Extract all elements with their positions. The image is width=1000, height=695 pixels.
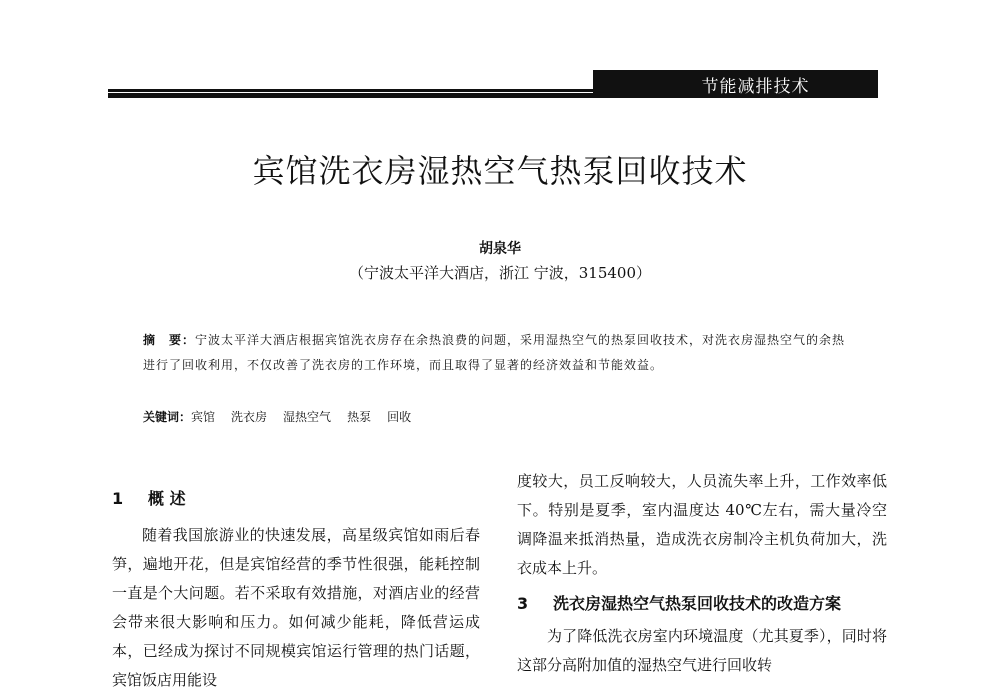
keyword: 洗衣房 xyxy=(231,410,268,424)
abstract-text: 宁波太平洋大酒店根据宾馆洗衣房存在余热浪费的问题，采用湿热空气的热泵回收技术，对洗衣房湿热空气的余热进行了回收利用，不仅改善了洗衣房的工作环境，而且取得了显著的经济效益和节能效益。 xyxy=(143,333,846,372)
section-1-heading xyxy=(112,484,480,513)
keywords-label: 关键词： xyxy=(143,410,192,424)
section-tag: 节能减排技术 xyxy=(593,70,878,98)
right-column xyxy=(517,467,887,680)
left-column xyxy=(112,484,480,695)
keyword: 回收 xyxy=(387,410,412,424)
section-3-number: 3 xyxy=(517,594,529,613)
header-rule-thick xyxy=(108,93,596,98)
article-title: 宾馆洗衣房湿热空气热泵回收技术 xyxy=(252,152,748,190)
keyword: 宾馆 xyxy=(191,410,216,424)
section-3-title: 洗衣房湿热空气热泵回收技术的改造方案 xyxy=(553,594,842,613)
section-3-heading xyxy=(517,588,887,620)
author-affiliation: （宁波太平洋大酒店，浙江 宁波，315400） xyxy=(348,264,652,282)
keyword: 热泵 xyxy=(347,410,372,424)
keywords xyxy=(143,407,855,427)
section-1-title: 概 述 xyxy=(148,489,186,508)
abstract xyxy=(143,328,855,378)
section-1-number: 1 xyxy=(112,489,124,508)
abstract-label: 摘 要： xyxy=(143,333,196,347)
right-column-paragraph: 度较大，员工反响较大，人员流失率上升，工作效率低下。特别是夏季，室内温度达 40℃左右，需大量冷空调降温来抵消热量，造成洗衣房制冷主机负荷加大，洗衣成本上升。 xyxy=(517,472,887,577)
section-3-paragraph: 为了降低洗衣房室内环境温度（尤其夏季），同时将这部分高附加值的湿热空气进行回收转 xyxy=(517,627,887,674)
author-name: 胡泉华 xyxy=(479,241,521,257)
section-1-paragraph: 随着我国旅游业的快速发展，高星级宾馆如雨后春笋，遍地开花，但是宾馆经营的季节性很强，能耗控制一直是个大问题。若不采取有效措施，对酒店业的经营会带来很大影响和压力。如何减少能耗，降低营运成本，已经成为探讨不同规模宾馆运行管理的热门话题，宾馆饭店用能设 xyxy=(112,526,480,689)
header-rule-thin xyxy=(108,89,596,92)
keyword: 湿热空气 xyxy=(283,410,332,424)
